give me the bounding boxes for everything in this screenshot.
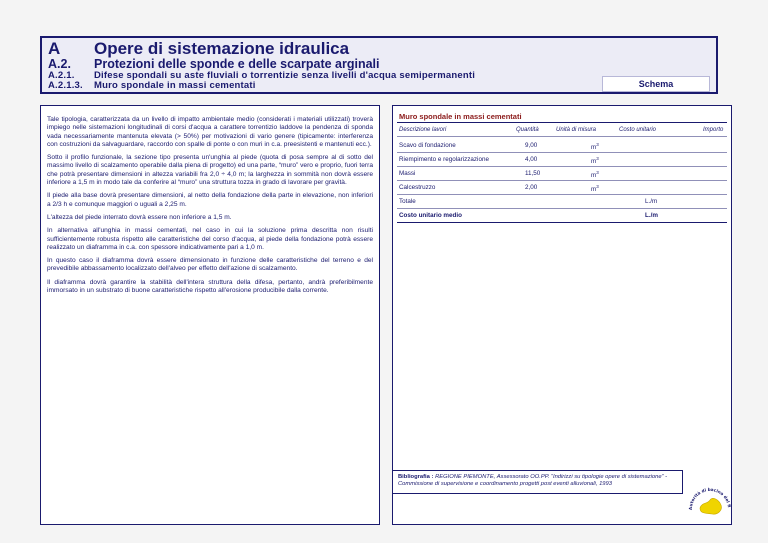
header-amount: Importo	[703, 127, 724, 133]
header	[40, 36, 718, 94]
schema-button[interactable]: Schema	[602, 76, 710, 92]
row-unit	[591, 170, 599, 179]
authority-logo	[688, 470, 732, 526]
divider	[397, 136, 727, 137]
item-text: Muro spondale in massi cementati	[94, 80, 256, 91]
table-title: Muro spondale in massi cementati	[399, 112, 522, 121]
bibliography-label: Bibliografia :	[398, 474, 434, 480]
header-unit: Unità di misura	[556, 127, 597, 133]
total-value: L./m	[645, 198, 658, 205]
unit-symbol: m	[591, 158, 597, 166]
row-quantity: 4,00	[525, 156, 538, 163]
row-description: Scavo di fondazione	[399, 142, 456, 149]
divider	[397, 222, 727, 223]
unit-symbol: m	[591, 172, 597, 180]
unit-exponent: 3	[596, 184, 599, 189]
unit-exponent: 3	[596, 170, 599, 175]
description-paragraph: L'altezza del piede interrato dovrà essere non inferiore a 1,5 m.	[47, 213, 232, 221]
description-paragraph: Il diaframma dovrà garantire la stabilità dell'intera struttura della difesa, pertanto, andrà preferibilmente immorsato in un substrato di buone caratteristiche rispetto all'erosione producibile dalla corrente.	[47, 278, 373, 295]
header-unit-cost: Costo unitario	[619, 127, 657, 133]
cost-table-panel	[392, 105, 732, 525]
header-description: Descrizione lavori	[399, 127, 447, 133]
description-paragraph: In questo caso il diaframma dovrà essere dimensionato in funzione delle caratteristiche del terreno e del prevedibile abbassamento localizzato dell'alveo per effetto dell'azione di scalzamento.	[47, 257, 373, 273]
description-panel	[40, 105, 380, 525]
row-description: Massi	[399, 170, 416, 177]
divider	[397, 194, 727, 195]
divider	[397, 166, 727, 167]
chapter-text: Opere di sistemazione idraulica	[94, 39, 350, 58]
description-paragraph: In alternativa all'unghia in massi cementati, nel caso in cui la soluzione prima descritta non risulti sufficientemente robusta rispetto alle caratteristiche del corso d'acqua, al piede della fondazione potrà essere realizzato un diaframma in c.a. con spessore indicativamente pari a 1,0 m.	[47, 227, 373, 251]
section-code: A.2.	[48, 57, 71, 71]
bibliography-text: REGIONE PIEMONTE, Assessorato OO.PP. “Indirizzi su tipologie opere di sistemazione” - Commissione di supervisione e coordinamento progetti post eventi alluvionali, 1993	[398, 474, 668, 487]
unit-symbol: m	[591, 144, 597, 152]
divider	[397, 152, 727, 153]
unit-exponent: 3	[596, 156, 599, 161]
description-paragraph: Tale tipologia, caratterizzata da un livello di impatto ambientale medio (considerati i materiali utilizzati) troverà impiego nelle sistemazioni longitudinali di corsi d'acqua a carattere torrentizio laddove la pendenza di sponda vada necessariamente mantenuta elevata (> 50%) per motivazioni di vario genere (tipicamente: interferenza con costruzioni da salvaguardare, raccordo con spalle di ponte o con muri in c.a. preesistenti e mantenuti ecc.).	[47, 116, 373, 148]
row-description: Riempimento e regolarizzazione	[399, 156, 489, 163]
row-quantity: 9,00	[525, 142, 538, 149]
divider	[397, 180, 727, 181]
subsection-text: Difese spondali su aste fluviali o torrentizie senza livelli d'acqua semipermanenti	[94, 70, 476, 81]
description-paragraph: Sotto il profilo funzionale, la sezione tipo presenta un'unghia al piede (quota di posa sempre al di sotto del massimo livello di scalzamento operabile dalla piena di progetto) ed una parte, “muro” vero e proprio, fuori terra che potrà presentare dimensioni in altezza variabili fra 2,0 ÷ 4,0 m; la larghezza in sommità non dovrà essere inferiore a 1,5 m in modo tale da conferire al “muro” una struttura tozza in grado di lavorare per gravità.	[47, 154, 373, 187]
unit-exponent: 3	[596, 142, 599, 147]
row-description: Calcestruzzo	[399, 184, 436, 191]
bibliography	[392, 470, 683, 494]
row-unit	[591, 184, 599, 193]
header-quantity: Quantità	[516, 127, 539, 133]
section-text: Protezioni delle sponde e delle scarpate arginali	[94, 57, 380, 71]
unit-symbol: m	[591, 186, 597, 194]
average-cost-value: L./m	[645, 212, 658, 219]
item-code: A.2.1.3.	[48, 80, 83, 91]
river-shape-icon	[700, 498, 721, 514]
row-quantity: 11,50	[525, 170, 541, 177]
logo-text: Autorità di bacino del fi	[688, 486, 732, 511]
average-cost-label: Costo unitario medio	[399, 212, 462, 219]
row-unit	[591, 156, 599, 165]
chapter-code: A	[48, 39, 61, 58]
subsection-code: A.2.1.	[48, 70, 75, 81]
description-paragraph: Il piede alla base dovrà presentare dimensioni, al netto della fondazione della parte in elevazione, non inferiori a 2/3 h e comunque maggiori o uguali a 2,25 m.	[47, 192, 373, 208]
total-label: Totale	[399, 198, 416, 205]
row-unit	[591, 142, 599, 151]
divider	[397, 208, 727, 209]
row-quantity: 2,00	[525, 184, 538, 191]
divider	[397, 122, 727, 123]
